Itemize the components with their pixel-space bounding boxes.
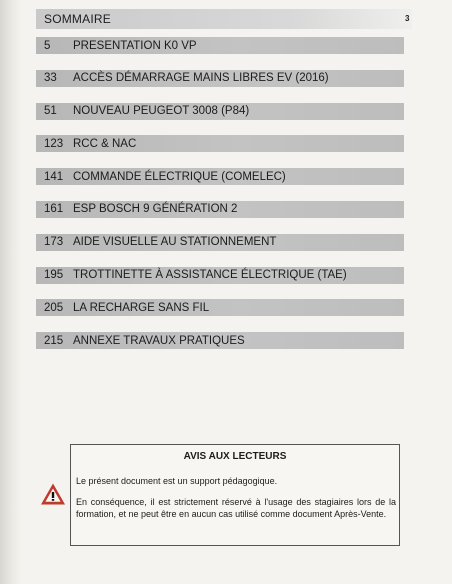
toc-entry xyxy=(36,103,404,120)
toc-page-number: 141 xyxy=(44,170,64,183)
toc-page-number: 215 xyxy=(44,334,64,347)
toc-page-number: 51 xyxy=(44,105,57,118)
toc-label: LA RECHARGE SANS FIL xyxy=(73,301,210,314)
toc-page-number: 161 xyxy=(44,203,64,216)
notice-title: AVIS AUX LECTEURS xyxy=(183,451,287,462)
toc-page-number: 33 xyxy=(44,72,57,85)
toc-entry xyxy=(36,267,404,284)
toc-label: PRESENTATION K0 VP xyxy=(73,39,197,52)
toc-entry xyxy=(36,135,404,152)
notice-text-2: En conséquence, il est strictement réservé à l'usage des stagiaires lors de la formation, et ne peut être en aucun cas utilisé comme document Après-Vente. xyxy=(76,497,396,519)
toc-page-number: 205 xyxy=(44,301,64,314)
page-binding-edge xyxy=(0,0,22,584)
toc-entry xyxy=(36,201,404,218)
notice-text-1: Le présent document est un support pédagogique. xyxy=(76,476,278,486)
toc-page-number: 5 xyxy=(44,39,51,52)
warning-triangle-icon xyxy=(40,482,66,506)
toc-label: ANNEXE TRAVAUX PRATIQUES xyxy=(73,334,245,347)
toc-page-number: 123 xyxy=(44,137,64,150)
notice-box xyxy=(70,444,400,546)
toc-label: ACCÈS DÉMARRAGE MAINS LIBRES EV (2016) xyxy=(73,72,329,85)
toc-page-number: 173 xyxy=(44,236,64,249)
toc-entry xyxy=(36,37,404,54)
toc-entry xyxy=(36,299,404,316)
toc-label: AIDE VISUELLE AU STATIONNEMENT xyxy=(73,236,277,249)
table-of-contents xyxy=(36,37,404,365)
page-number: 3 xyxy=(405,14,410,23)
page-title: SOMMAIRE xyxy=(44,12,111,26)
toc-entry xyxy=(36,168,404,185)
toc-label: TROTTINETTE À ASSISTANCE ÉLECTRIQUE (TAE) xyxy=(73,269,347,282)
toc-label: ESP BOSCH 9 GÉNÉRATION 2 xyxy=(73,203,238,216)
toc-label: RCC & NAC xyxy=(73,137,137,150)
toc-entry xyxy=(36,332,404,349)
toc-page-number: 195 xyxy=(44,269,64,282)
toc-entry xyxy=(36,70,404,87)
toc-label: NOUVEAU PEUGEOT 3008 (P84) xyxy=(73,105,250,118)
toc-label: COMMANDE ÉLECTRIQUE (COMELEC) xyxy=(73,170,286,183)
toc-entry xyxy=(36,234,404,251)
